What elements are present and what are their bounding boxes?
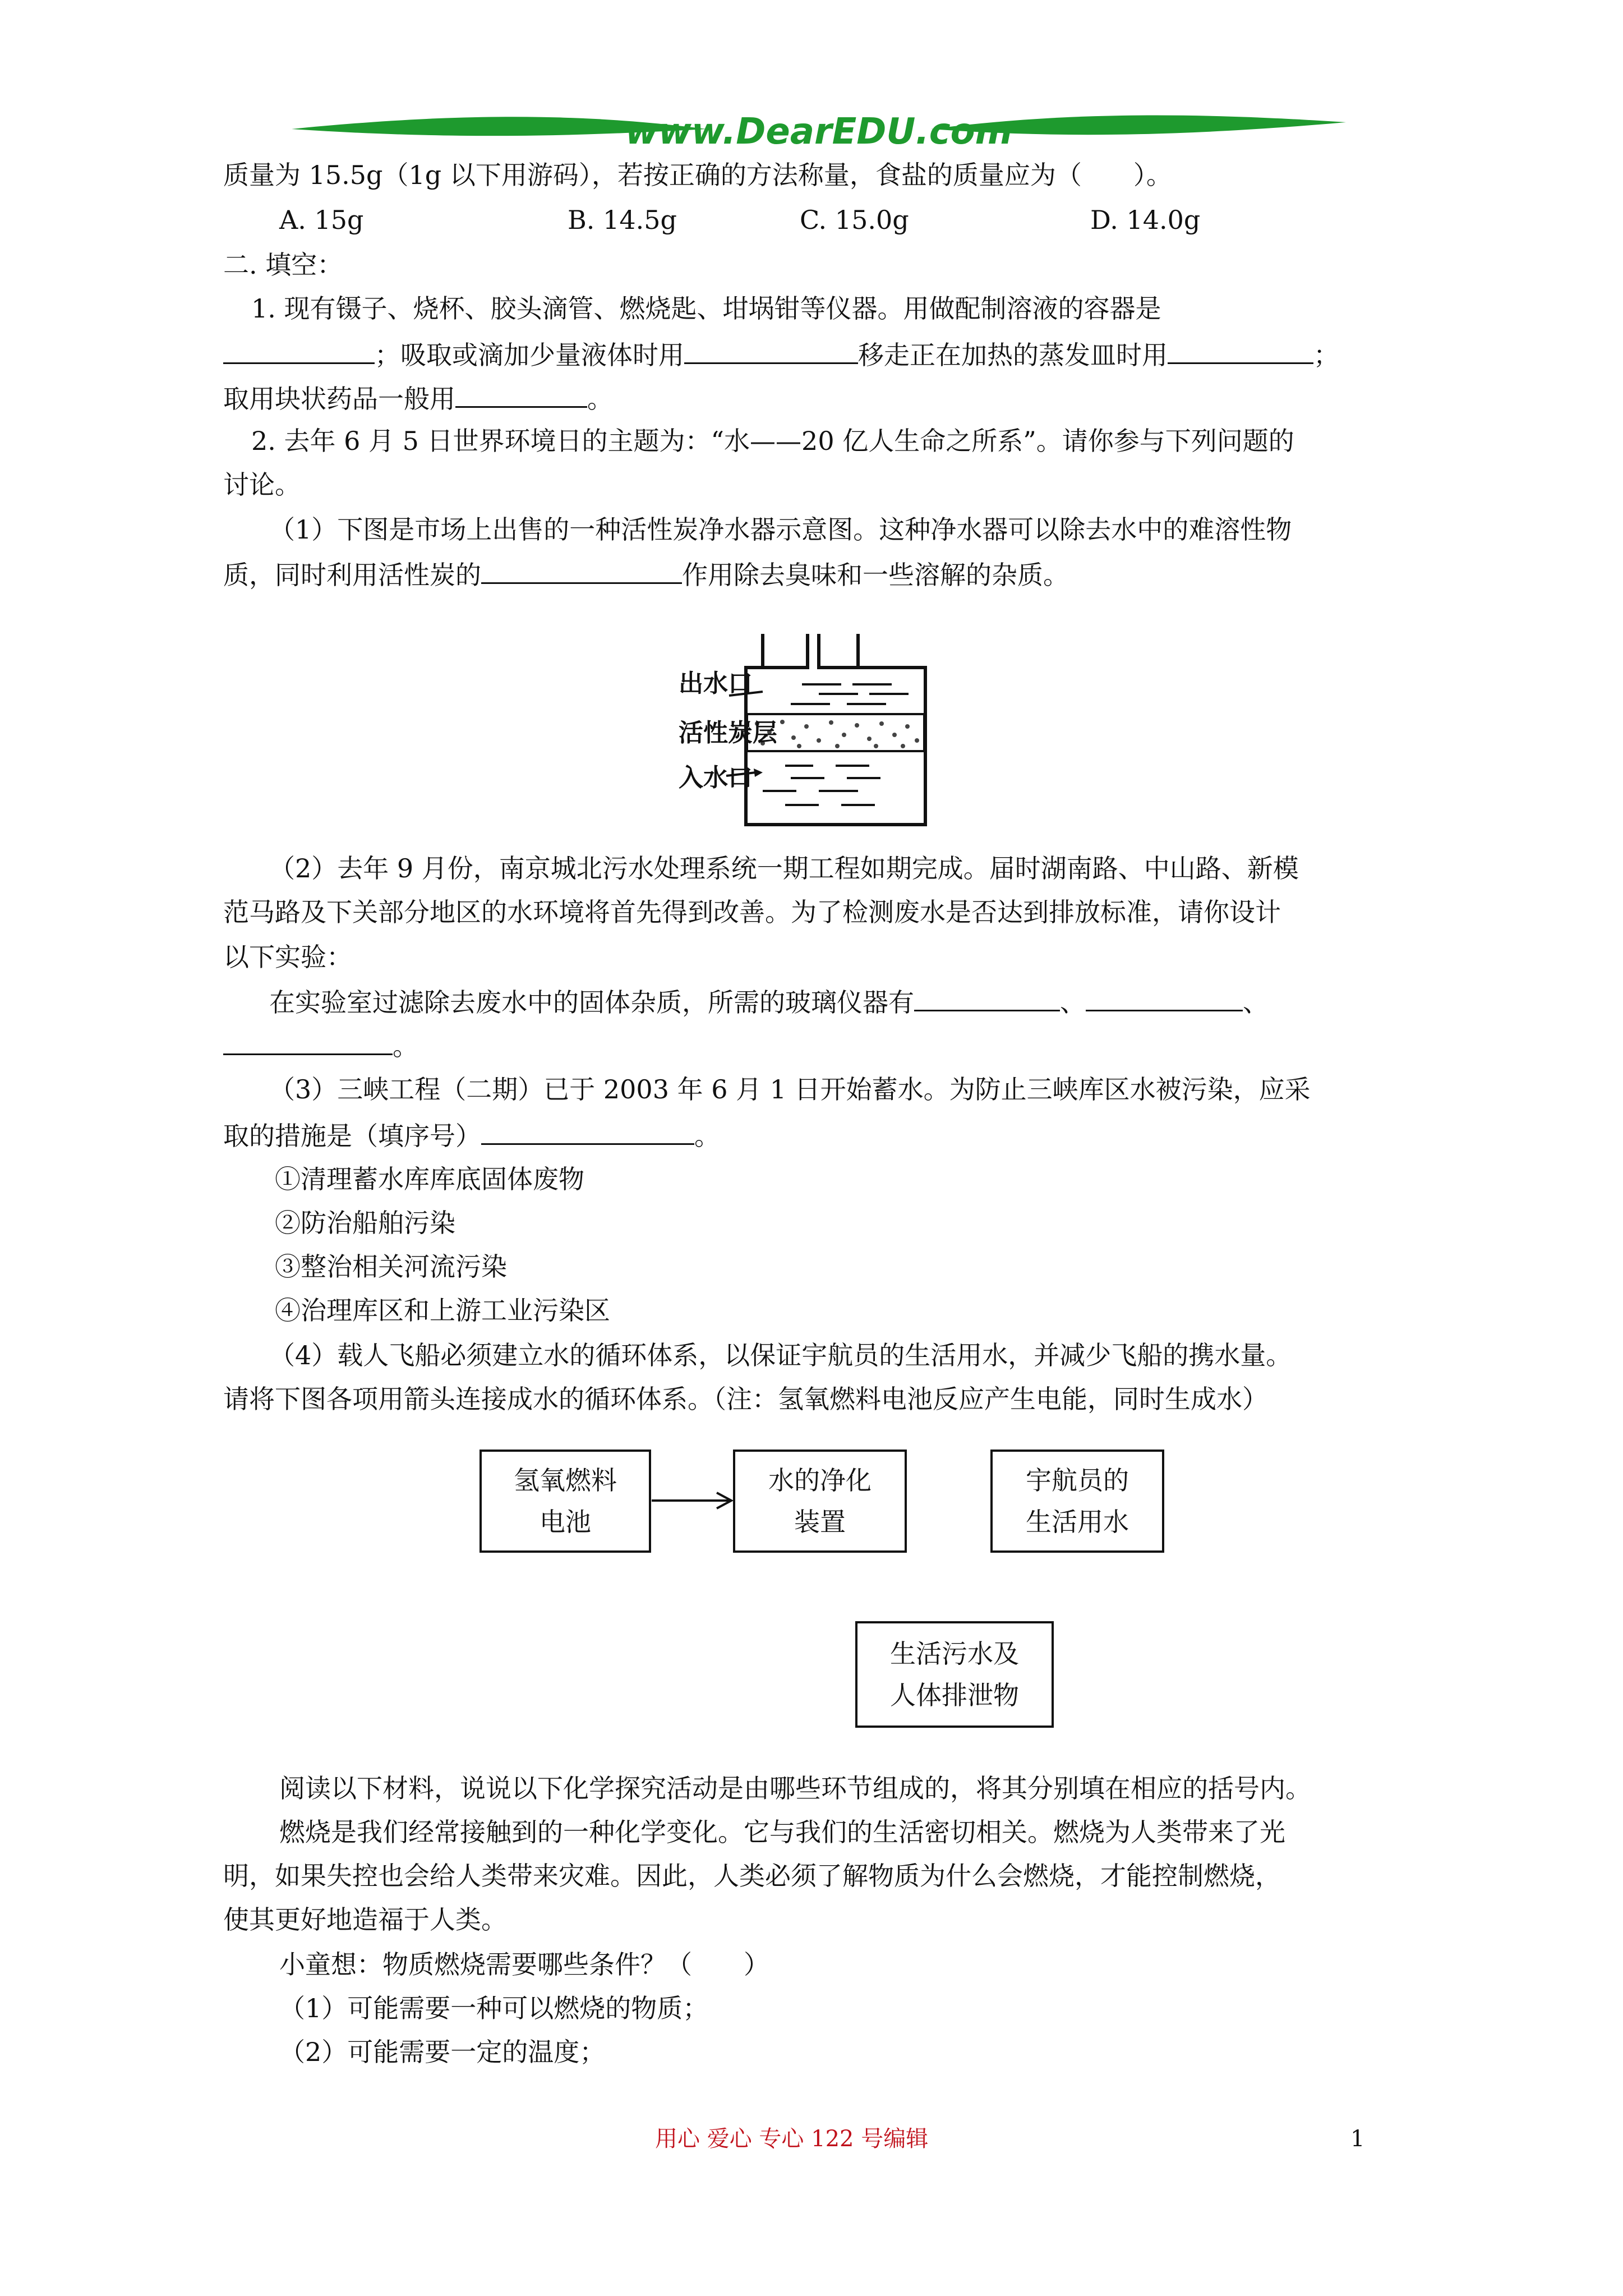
p2-line-5: 。 xyxy=(223,1028,1407,1063)
answer-blank[interactable] xyxy=(455,380,587,408)
outlet-pipe-left xyxy=(763,634,808,668)
reading-line-7: （2）可能需要一定的温度； xyxy=(279,2037,606,2067)
reading-line-2: 燃烧是我们经常接触到的一种化学变化。它与我们的生活密切相关。燃烧为人类带来了光 xyxy=(279,1817,1285,1847)
wastewater-box[interactable]: 生活污水及 人体排泄物 xyxy=(855,1621,1054,1728)
option-d: D. 14.0g xyxy=(1090,205,1201,235)
section-heading: 二. 填空： xyxy=(223,250,343,280)
answer-blank[interactable] xyxy=(223,1028,393,1055)
outlet-label: 出水口 xyxy=(679,669,753,698)
p4-line-2: 请将下图各项用箭头连接成水的循环体系。（注：氢氧燃料电池反应产生电能，同时生成水） xyxy=(223,1384,1268,1414)
answer-blank[interactable] xyxy=(481,1117,694,1145)
q1-line-3: 取用块状药品一般用 。 xyxy=(223,380,1407,416)
p1-line-1: （1）下图是市场上出售的一种活性炭净水器示意图。这种净水器可以除去水中的难溶性物 xyxy=(269,514,1292,545)
measure-4: ④治理库区和上游工业污染区 xyxy=(275,1295,610,1326)
reading-line-3: 明，如果失控也会给人类带来灾难。因此，人类必须了解物质为什么会燃烧，才能控制燃烧， xyxy=(223,1861,1281,1891)
water-purifier-box[interactable]: 水的净化 装置 xyxy=(733,1450,907,1553)
measure-3: ③整治相关河流污染 xyxy=(275,1251,507,1282)
q2-line-2: 讨论。 xyxy=(223,470,301,500)
p2-line-2: 范马路及下关部分地区的水环境将首先得到改善。为了检测废水是否达到排放标准，请你设计 xyxy=(223,897,1281,927)
p2-line-1: （2）去年 9 月份，南京城北污水处理系统一期工程如期完成。届时湖南路、中山路、新模 xyxy=(269,853,1299,884)
inlet-label: 入水口 xyxy=(679,763,753,792)
answer-blank[interactable] xyxy=(684,337,858,364)
p2-line-3: 以下实验： xyxy=(223,942,352,972)
question-text-line: 质量为 15.5g（1g 以下用游码），若按正确的方法称量，食盐的质量应为（ ）。 xyxy=(223,160,1172,190)
p3-line-2: 取的措施是（填序号） 。 xyxy=(223,1117,1407,1153)
reading-line-6: （1）可能需要一种可以燃烧的物质； xyxy=(279,1993,709,2023)
reading-line-5: 小童想：物质燃烧需要哪些条件？（ ） xyxy=(279,1949,769,1980)
answer-blank[interactable] xyxy=(223,337,375,364)
measure-1: ①清理蓄水库库底固体废物 xyxy=(275,1164,584,1194)
page-number: 1 xyxy=(1350,2126,1365,2152)
q1-line-2: ；吸取或滴加少量液体时用 移走正在加热的蒸发皿时用 ； xyxy=(223,337,1407,372)
fuel-cell-box[interactable]: 氢氧燃料 电池 xyxy=(479,1450,651,1553)
brand-text: www.DearEDU.com xyxy=(625,111,1013,153)
astronaut-water-box[interactable]: 宇航员的 生活用水 xyxy=(990,1450,1164,1553)
answer-blank[interactable] xyxy=(914,984,1060,1011)
p4-line-1: （4）载人飞船必须建立水的循环体系，以保证宇航员的生活用水，并减少飞船的携水量。 xyxy=(269,1340,1292,1370)
answer-blank[interactable] xyxy=(1168,337,1313,364)
p3-line-1: （3）三峡工程（二期）已于 2003 年 6 月 1 日开始蓄水。为防止三峡库区水被污染，应采 xyxy=(269,1074,1311,1105)
p1-line-2: 质，同时利用活性炭的 作用除去臭味和一些溶解的杂质。 xyxy=(223,556,1407,592)
q1-line-1: 1. 现有镊子、烧杯、胶头滴管、燃烧匙、坩埚钳等仪器。用做配制溶液的容器是 xyxy=(251,293,1161,324)
connect-arrow xyxy=(651,1489,735,1512)
reading-line-1: 阅读以下材料，说说以下化学探究活动是由哪些环节组成的，将其分别填在相应的括号内。 xyxy=(279,1773,1311,1803)
q2-line-1: 2. 去年 6 月 5 日世界环境日的主题为：“水——20 亿人生命之所系”。请你参与下列问题的 xyxy=(251,426,1294,456)
option-b: B. 14.5g xyxy=(568,205,677,235)
answer-blank[interactable] xyxy=(481,556,682,584)
answer-blank[interactable] xyxy=(1086,984,1243,1011)
option-c: C. 15.0g xyxy=(800,205,909,235)
measure-2: ②防治船舶污染 xyxy=(275,1208,455,1238)
reading-line-4: 使其更好地造福于人类。 xyxy=(223,1904,507,1935)
footer-credit: 用心 爱心 专心 122 号编辑 xyxy=(655,2126,929,2152)
p2-line-4: 在实验室过滤除去废水中的固体杂质，所需的玻璃仪器有 、 、 xyxy=(269,984,1453,1019)
carbon-label: 活性炭层 xyxy=(679,719,777,747)
option-a: A. 15g xyxy=(279,205,364,235)
water-filter-diagram xyxy=(679,631,948,833)
outlet-pipe-right xyxy=(819,634,858,668)
